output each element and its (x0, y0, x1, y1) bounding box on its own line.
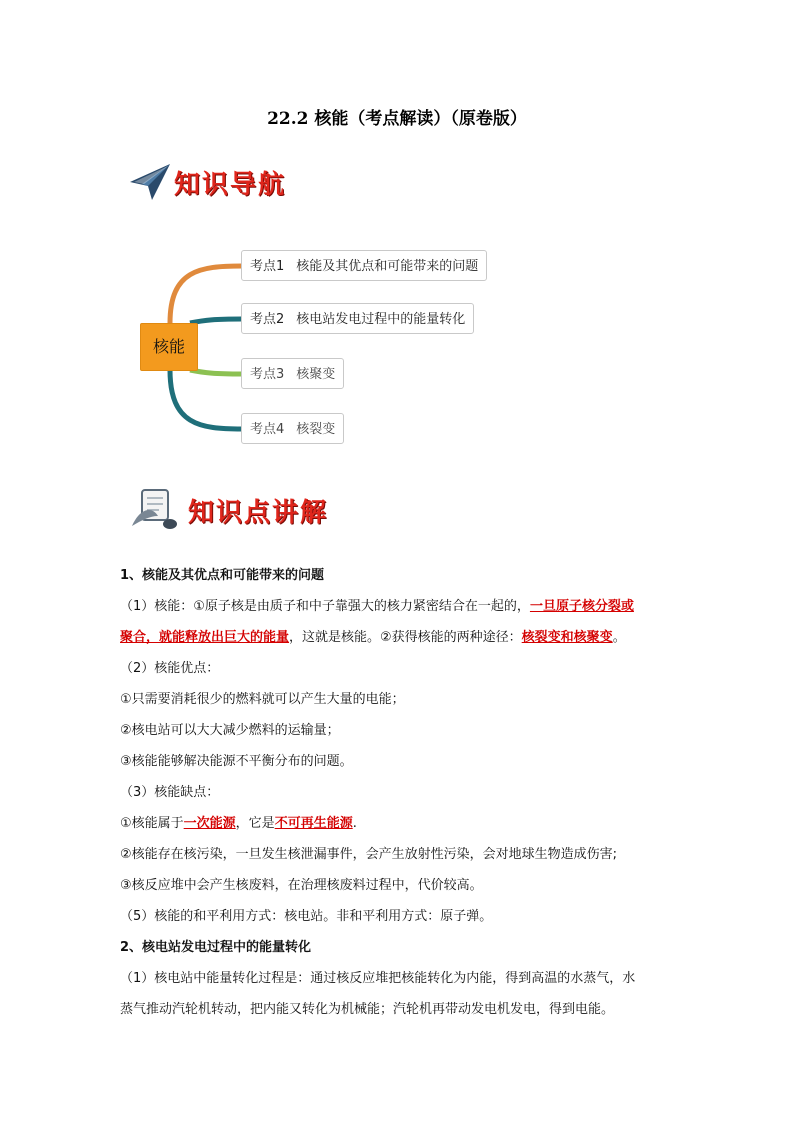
mind-map-branch (241, 303, 474, 334)
list-item: ②核电站可以大大减少燃料的运输量； (120, 723, 340, 738)
knowledge-navigation-banner (128, 160, 328, 206)
text-run: （1）核能：①原子核是由质子和中子靠强大的核力紧密结合在一起的， (120, 599, 530, 614)
text-run: ①核能属于 (120, 816, 184, 831)
highlight-text: 一旦原子核分裂或 (529, 599, 634, 614)
list-item: ②核能存在核污染，一旦发生核泄漏事件，会产生放射性污染，会对地球生物造成伤害; (120, 847, 618, 862)
list-item: ③核反应堆中会产生核废料，在治理核废料过程中，代价较高。 (120, 878, 483, 893)
subheading: （2）核能优点： (120, 661, 220, 676)
text-run: ，这就是核能。②获得核能的两种途径： (289, 630, 522, 645)
highlight-text: 聚合，就能释放出巨大的能量 (120, 630, 290, 645)
page-title: 22.2 核能（考点解读）（原卷版） (267, 109, 527, 129)
highlight-text: 一次能源 (183, 816, 236, 831)
branch-label: 核聚变 (296, 367, 336, 382)
list-item: ③核能能够解决能源不平衡分布的问题。 (120, 754, 353, 769)
text-run: 。 (612, 630, 626, 645)
paragraph: 蒸气推动汽轮机转动，把内能又转化为机械能；汽轮机再带动发电机发电，得到电能。 (120, 1002, 615, 1017)
section-heading: 1、核能及其优点和可能带来的问题 (120, 568, 325, 583)
mind-map-branch (241, 250, 487, 281)
knowledge-points-banner (128, 486, 368, 532)
branch-label: 核电站发电过程中的能量转化 (296, 312, 466, 327)
knowledge-navigation-title: 知识导航 (174, 170, 287, 200)
highlight-text: 不可再生能源 (274, 816, 353, 831)
content-body (120, 560, 680, 1025)
paragraph (120, 622, 680, 653)
highlight-text: 核裂变和核聚变 (521, 630, 613, 645)
text-run: . (352, 816, 357, 831)
mind-map-root: 核能 (140, 323, 198, 371)
paragraph (120, 591, 680, 622)
paragraph: （1）核电站中能量转化过程是：通过核反应堆把核能转化为内能，得到高温的水蒸气，水 (120, 971, 636, 986)
section-heading: 2、核电站发电过程中的能量转化 (120, 940, 312, 955)
paragraph: （5）核能的和平利用方式：核电站。非和平利用方式：原子弹。 (120, 909, 493, 924)
list-item: ①只需要消耗很少的燃料就可以产生大量的电能； (120, 692, 405, 707)
subheading: （3）核能缺点： (120, 785, 220, 800)
branch-key: 考点3 (250, 367, 285, 382)
branch-label: 核裂变 (296, 422, 336, 437)
mind-map-branch (241, 358, 344, 389)
scroll-quill-icon (128, 486, 180, 532)
branch-label: 核能及其优点和可能带来的问题 (296, 259, 479, 274)
branch-key: 考点4 (250, 422, 285, 437)
list-item (120, 808, 680, 839)
branch-key: 考点2 (250, 312, 285, 327)
paper-plane-icon (128, 162, 172, 202)
text-run: ，它是 (235, 816, 275, 831)
mind-map-branch (241, 413, 344, 444)
knowledge-points-title: 知识点讲解 (188, 498, 329, 528)
branch-key: 考点1 (250, 259, 285, 274)
